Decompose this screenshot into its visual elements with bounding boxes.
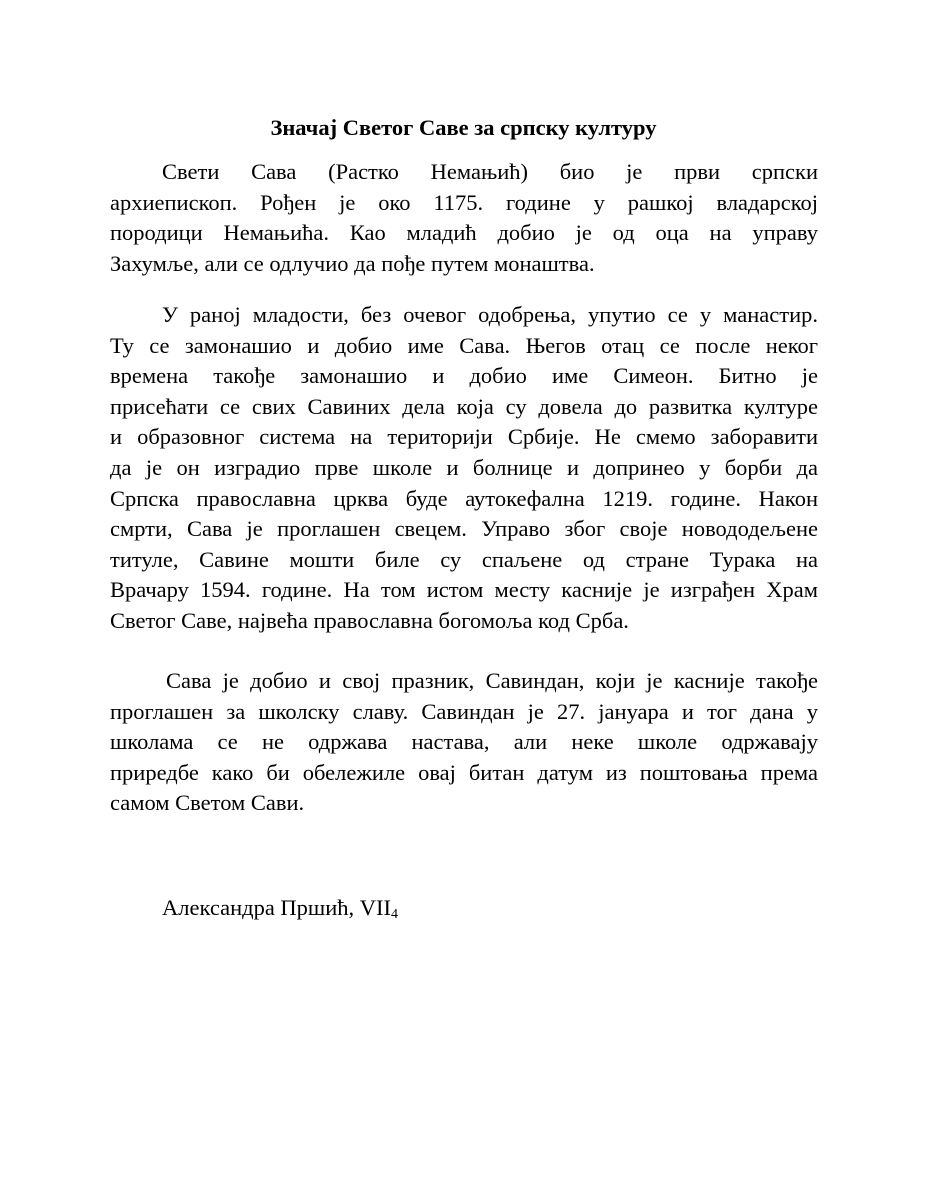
paragraph-line: школама се не одржава настава, али неке школе одржавају: [110, 729, 818, 755]
author-signature: [162, 893, 398, 930]
paragraph-line: архиепископ. Рођен је око 1175. године у рашкој владарској: [110, 189, 818, 215]
paragraph-line: приредбе како би обележиле овај битан датум из поштовања према: [110, 759, 818, 785]
paragraph-line: смрти, Сава је проглашен свецем. Управо због своје новододељене: [110, 516, 818, 542]
paragraph-line: самом Светом Сави.: [110, 790, 305, 816]
paragraph-3: [110, 666, 818, 819]
document-title: Значај Светог Саве за српску културу: [270, 115, 657, 140]
paragraph-line: Српска православна црква буде аутокефална 1219. године. Након: [110, 485, 818, 511]
paragraph-line: присећати се свих Савиних дела која су довела до развитка културе: [110, 393, 818, 419]
paragraph-line: и образовног система на територији Србије. Не смемо заборавити: [110, 424, 818, 450]
paragraph-2: [110, 300, 818, 637]
paragraph-line: титуле, Савине мошти биле су спаљене од стране Турака на: [110, 546, 818, 572]
paragraph-line: Сава је добио и свој празник, Савиндан, који је касније такође: [166, 668, 818, 693]
paragraph-line: породици Немањића. Као младић добио је од оца на управу: [110, 220, 818, 246]
paragraph-line: Свети Сава (Растко Немањић) био је први српски: [162, 159, 818, 184]
paragraph-line: Ту се замонашио и добио име Сава. Његов отац се после неког: [110, 332, 818, 358]
paragraph-1: [110, 157, 818, 279]
paragraph-line: Врачару 1594. године. На том истом месту касније је изграђен Храм: [110, 577, 818, 603]
paragraph-line: Захумље, али се одлучио да пође путем монаштва.: [110, 250, 595, 276]
paragraph-line: У раној младости, без очевог одобрења, упутио се у манастир.: [162, 302, 818, 327]
paragraph-line: да је он изградио прве школе и болнице и допринео у борби да: [110, 454, 818, 480]
paragraph-line: Светог Саве, највећа православна богомоља код Срба.: [110, 607, 629, 633]
paragraph-line: времена такође замонашио и добио име Симеон. Битно је: [110, 363, 818, 389]
class-subscript: 4: [391, 907, 399, 922]
author-name: Александра Пршић, VII: [162, 895, 392, 920]
paragraph-line: проглашен за школску славу. Савиндан је 27. јануара и тог дана у: [110, 698, 818, 724]
